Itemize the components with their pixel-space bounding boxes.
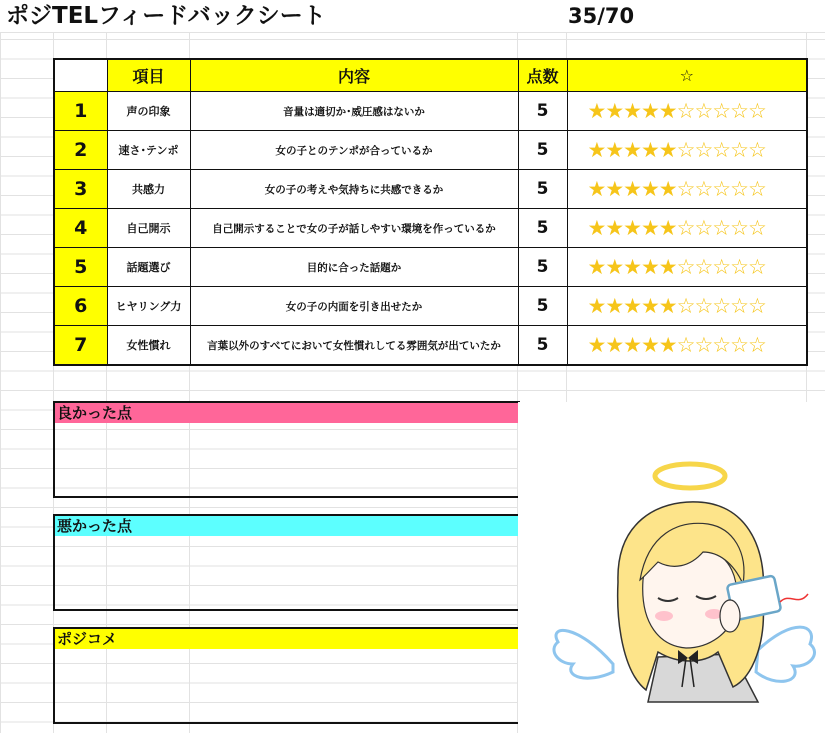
bad-points-box[interactable] [53,514,520,611]
table-row [54,131,807,170]
row-number: 4 [54,209,107,248]
filled-stars: ★★★★★ [587,255,677,279]
empty-stars: ☆☆☆☆☆ [676,333,766,357]
table-row [54,326,807,366]
good-points-header: 良かった点 [55,403,518,423]
row-content: 自己開示することで女の子が話しやすい環境を作っているか [190,209,518,248]
row-item: 話題選び [107,248,190,287]
filled-stars: ★★★★★ [587,138,677,162]
filled-stars: ★★★★★ [587,99,677,123]
angel-girl-icon [518,402,825,733]
empty-stars: ☆☆☆☆☆ [676,138,766,162]
filled-stars: ★★★★★ [587,177,677,201]
header-blank [54,59,107,92]
row-star-rating [567,287,807,326]
posi-comment-box[interactable] [53,627,520,724]
filled-stars: ★★★★★ [587,294,677,318]
filled-stars: ★★★★★ [587,333,677,357]
total-score: 35/70 [568,4,635,28]
row-content: 音量は適切か･威圧感はないか [190,92,518,131]
row-points: 5 [518,209,567,248]
row-number: 1 [54,92,107,131]
row-points: 5 [518,248,567,287]
empty-stars: ☆☆☆☆☆ [676,294,766,318]
table-header-row [54,59,807,92]
table-row [54,170,807,209]
empty-stars: ☆☆☆☆☆ [676,255,766,279]
table-row [54,287,807,326]
posi-comment-header: ポジコメ [55,629,518,649]
angel-girl-illustration [518,402,825,733]
row-number: 2 [54,131,107,170]
filled-stars: ★★★★★ [587,216,677,240]
row-star-rating [567,326,807,366]
feedback-table [53,58,808,366]
header-content: 内容 [190,59,518,92]
header-stars: ☆ [567,59,807,92]
empty-stars: ☆☆☆☆☆ [676,216,766,240]
row-content: 言葉以外のすべてにおいて女性慣れしてる雰囲気が出ていたか [190,326,518,366]
sheet-title: ポジTELフィードバックシート [6,3,326,29]
row-number: 6 [54,287,107,326]
row-item: 女性慣れ [107,326,190,366]
table-row [54,248,807,287]
row-star-rating [567,131,807,170]
row-star-rating [567,209,807,248]
row-number: 3 [54,170,107,209]
row-points: 5 [518,170,567,209]
row-points: 5 [518,92,567,131]
header-item: 項目 [107,59,190,92]
table-row [54,92,807,131]
row-points: 5 [518,287,567,326]
row-star-rating [567,170,807,209]
row-content: 女の子の内面を引き出せたか [190,287,518,326]
row-item: ヒヤリング力 [107,287,190,326]
row-points: 5 [518,131,567,170]
row-content: 目的に合った話題か [190,248,518,287]
row-item: 共感力 [107,170,190,209]
table-row [54,209,807,248]
row-content: 女の子とのテンポが合っているか [190,131,518,170]
empty-stars: ☆☆☆☆☆ [676,99,766,123]
row-item: 声の印象 [107,92,190,131]
good-points-box[interactable] [53,401,520,498]
row-points: 5 [518,326,567,366]
row-item: 自己開示 [107,209,190,248]
row-number: 5 [54,248,107,287]
empty-stars: ☆☆☆☆☆ [676,177,766,201]
row-number: 7 [54,326,107,366]
row-star-rating [567,92,807,131]
header-points: 点数 [518,59,567,92]
row-content: 女の子の考えや気持ちに共感できるか [190,170,518,209]
row-item: 速さ･テンポ [107,131,190,170]
row-star-rating [567,248,807,287]
bad-points-header: 悪かった点 [55,516,518,536]
